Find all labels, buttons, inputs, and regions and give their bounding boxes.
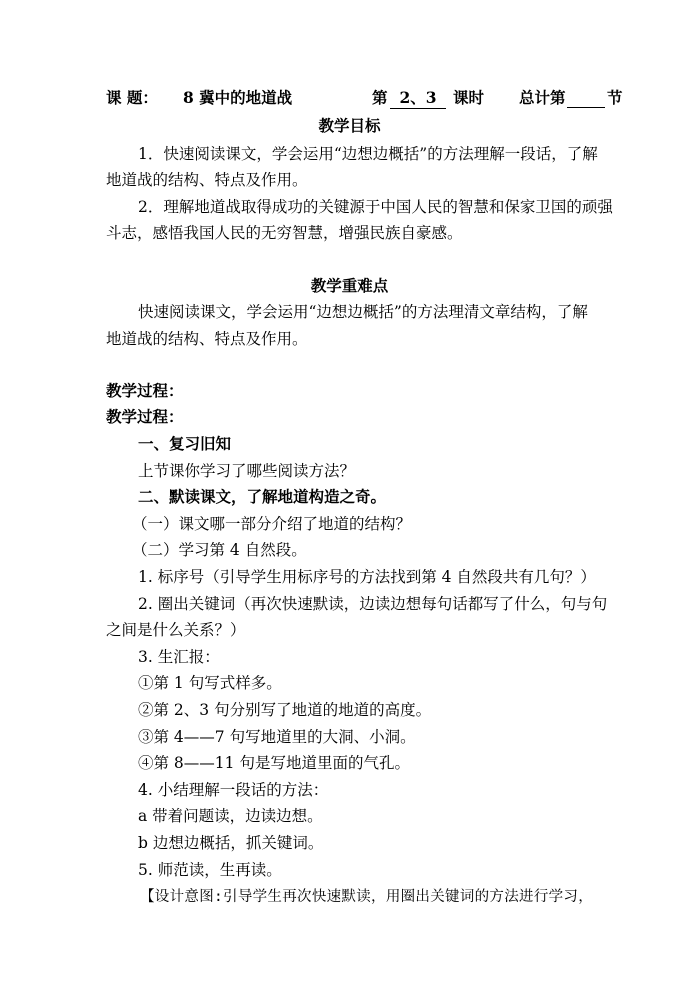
objective-line: 地道战的结构、特点及作用。 xyxy=(106,171,308,189)
step-1: 1. 标序号（引导学生用标序号的方法找到第 4 自然段共有几句？） xyxy=(138,568,596,586)
objective-line: 斗志，感悟我国人民的无穷智慧，增强民族自豪感。 xyxy=(106,224,463,242)
report-item: ①第 1 句写式样多。 xyxy=(138,674,282,692)
step-3: 3. 生汇报： xyxy=(138,648,220,666)
objectives-heading: 教学目标 xyxy=(318,116,381,135)
subsection-2: （二）学习第 4 自然段。 xyxy=(132,541,307,559)
report-item: ②第 2、3 句分别写了地道的地道的高度。 xyxy=(138,701,432,719)
step-2: 2. 圈出关键词（再次快速默读，边读边想每句话都写了什么，句与句 xyxy=(138,595,608,613)
report-item: ③第 4——7 句写地道里的大洞、小洞。 xyxy=(138,728,416,746)
step-4: 4. 小结理解一段话的方法： xyxy=(138,781,329,799)
method-item: b 边想边概括，抓关键词。 xyxy=(138,834,324,852)
report-item: ④第 8——11 句是写地道里面的气孔。 xyxy=(138,754,410,772)
section-1-title: 一、复习旧知 xyxy=(138,434,232,453)
objective-line: 1．快速阅读课文，学会运用“边想边概括”的方法理解一段话，了解 xyxy=(138,145,598,163)
topic-title: 8 冀中的地道战 xyxy=(183,88,293,107)
total-prefix: 总计第 xyxy=(519,88,566,107)
period-value: 2、3 xyxy=(390,88,446,109)
method-item: a 带着问题读，边读边想。 xyxy=(138,807,323,825)
section-2-title: 二、默读课文，了解地道构造之奇。 xyxy=(138,487,387,506)
objective-line: 2．理解地道战取得成功的关键源于中国人民的智慧和保家卫国的顽强 xyxy=(138,198,613,216)
total-value-blank xyxy=(567,88,605,108)
key-point-line: 地道战的结构、特点及作用。 xyxy=(106,330,308,348)
period-prefix: 第 xyxy=(372,88,388,107)
key-points-heading: 教学重难点 xyxy=(310,276,389,295)
period-suffix: 课时 xyxy=(453,88,485,107)
design-intent: 【设计意图:引导学生再次快速默读，用圈出关键词的方法进行学习， xyxy=(140,889,594,905)
key-point-line: 快速阅读课文，学会运用“边想边概括”的方法理清文章结构，了解 xyxy=(138,303,588,321)
process-heading: 教学过程： xyxy=(106,407,184,426)
topic-label: 课 题： xyxy=(106,88,158,107)
subsection-1: （一）课文哪一部分介绍了地道的结构？ xyxy=(132,515,412,533)
process-heading: 教学过程： xyxy=(106,381,184,400)
section-1-question: 上节课你学习了哪些阅读方法？ xyxy=(138,462,356,480)
total-suffix: 节 xyxy=(607,88,623,107)
step-2-continued: 之间是什么关系？） xyxy=(106,621,246,639)
step-5: 5. 师范读，生再读。 xyxy=(138,861,282,879)
